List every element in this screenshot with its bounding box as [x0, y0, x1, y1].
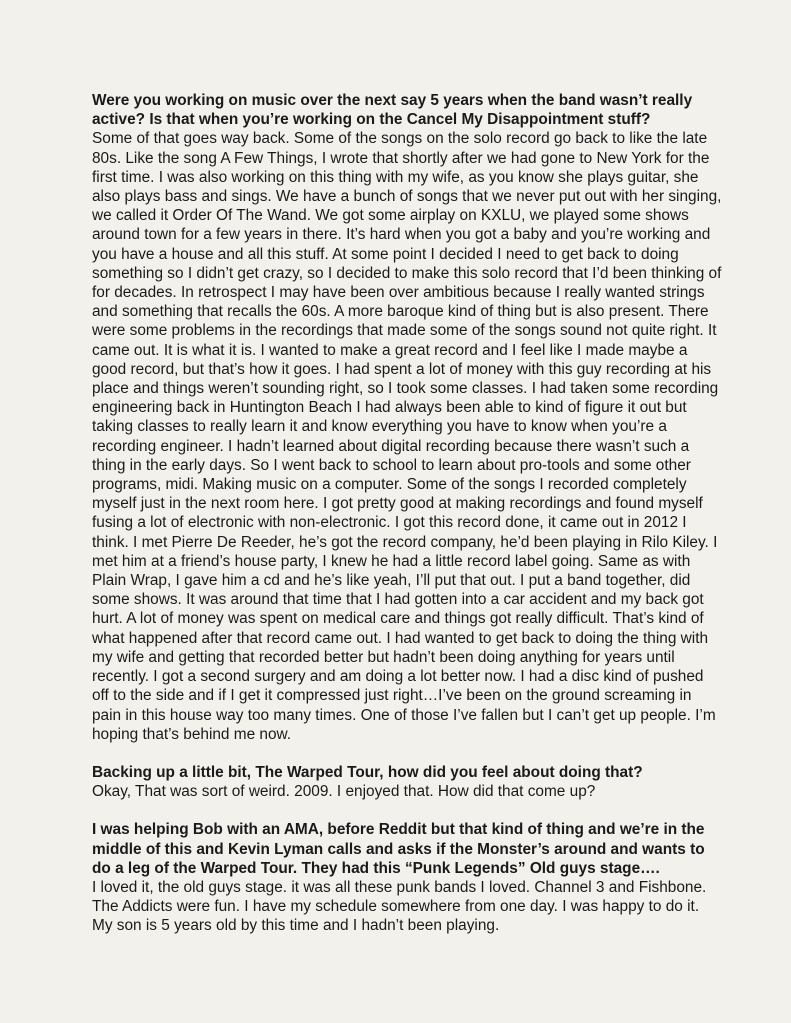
- interview-question: Were you working on music over the next say 5 years when the band wasn’t really active? Is that when you’re working on the Cancel My Disappointment stuff?: [92, 92, 693, 129]
- interview-page: [92, 91, 722, 955]
- qa-block-3: [92, 820, 722, 935]
- interview-answer: Some of that goes way back. Some of the songs on the solo record go back to like the late 80s. Like the song A Few Things, I wrote that shortly after we had gone to New York for the first time. I was also working on this thing with my wife, as you know she plays guitar, she also plays bass and sings. We have a bunch of songs that we never put out with her singing, we called it Order Of The Wand. We got some airplay on KXLU, we played some shows around town for a few years in there. It’s hard when you got a baby and you’re working and you have a house and all this stuff. At some point I decided I need to get back to doing something so I didn’t get crazy, so I decided to make this solo record that I’d been thinking of for decades. In retrospect I may have been over ambitious because I really wanted strings and something that recalls the 60s. A more baroque kind of thing but is also present. There were some problems in the recordings that made some of the songs sound not quite right. It came out. It is what it is. I wanted to make a great record and I feel like I made maybe a good record, but that’s how it goes. I had spent a lot of money with this guy recording at his place and things weren’t sounding right, so I took some classes. I had taken some recording engineering back in Huntington Beach I had always been able to kind of figure it out but taking classes to really learn it and know everything you have to know when you’re a recording engineer. I hadn’t learned about digital recording because there wasn’t such a thing in the early days. So I went back to school to learn about pro-tools and some other programs, midi. Making music on a computer. Some of the songs I recorded completely myself just in the next room here. I got pretty good at making recordings and found myself fusing a lot of electronic with non-electronic. I got this record done, it came out in 2012 I think. I met Pierre De Reeder, he’s got the record company, he’d been playing in Rilo Kiley. I met him at a friend’s house party, I knew he had a little record label going. Same as with Plain Wrap, I gave him a cd and he’s like yeah, I’ll put that out. I put a band together, did some shows. It was around that time that I had gotten into a car accident and my back got hurt. A lot of money was spent on medical care and things got really difficult. That’s kind of what happened after that record came out. I had wanted to get back to doing the thing with my wife and getting that recorded better but hadn’t been doing anything for years until recently. I got a second surgery and am doing a lot better now. I had a disc kind of pushed off to the side and if I get it compressed just right…I’ve been on the ground screaming in pain in this house way too many times. One of those I’ve fallen but I can’t get up people. I’m hoping that’s behind me now.: [92, 130, 722, 743]
- interview-question: Backing up a little bit, The Warped Tour, how did you feel about doing that?: [92, 763, 643, 781]
- interview-question: I was helping Bob with an AMA, before Reddit but that kind of thing and we’re in the middle of this and Kevin Lyman calls and asks if the Monster’s around and wants to do a leg of the Warped Tour. They had this “Punk Legends” Old guys stage….: [92, 821, 705, 877]
- interview-answer: Okay, That was sort of weird. 2009. I enjoyed that. How did that come up?: [92, 783, 596, 801]
- qa-block-1: [92, 91, 722, 744]
- interview-answer: I loved it, the old guys stage. it was all these punk bands I loved. Channel 3 and Fishbone. The Addicts were fun. I have my schedule somewhere from one day. I was happy to do it. My son is 5 years old by this time and I hadn’t been playing.: [92, 878, 707, 935]
- qa-block-2: [92, 763, 722, 801]
